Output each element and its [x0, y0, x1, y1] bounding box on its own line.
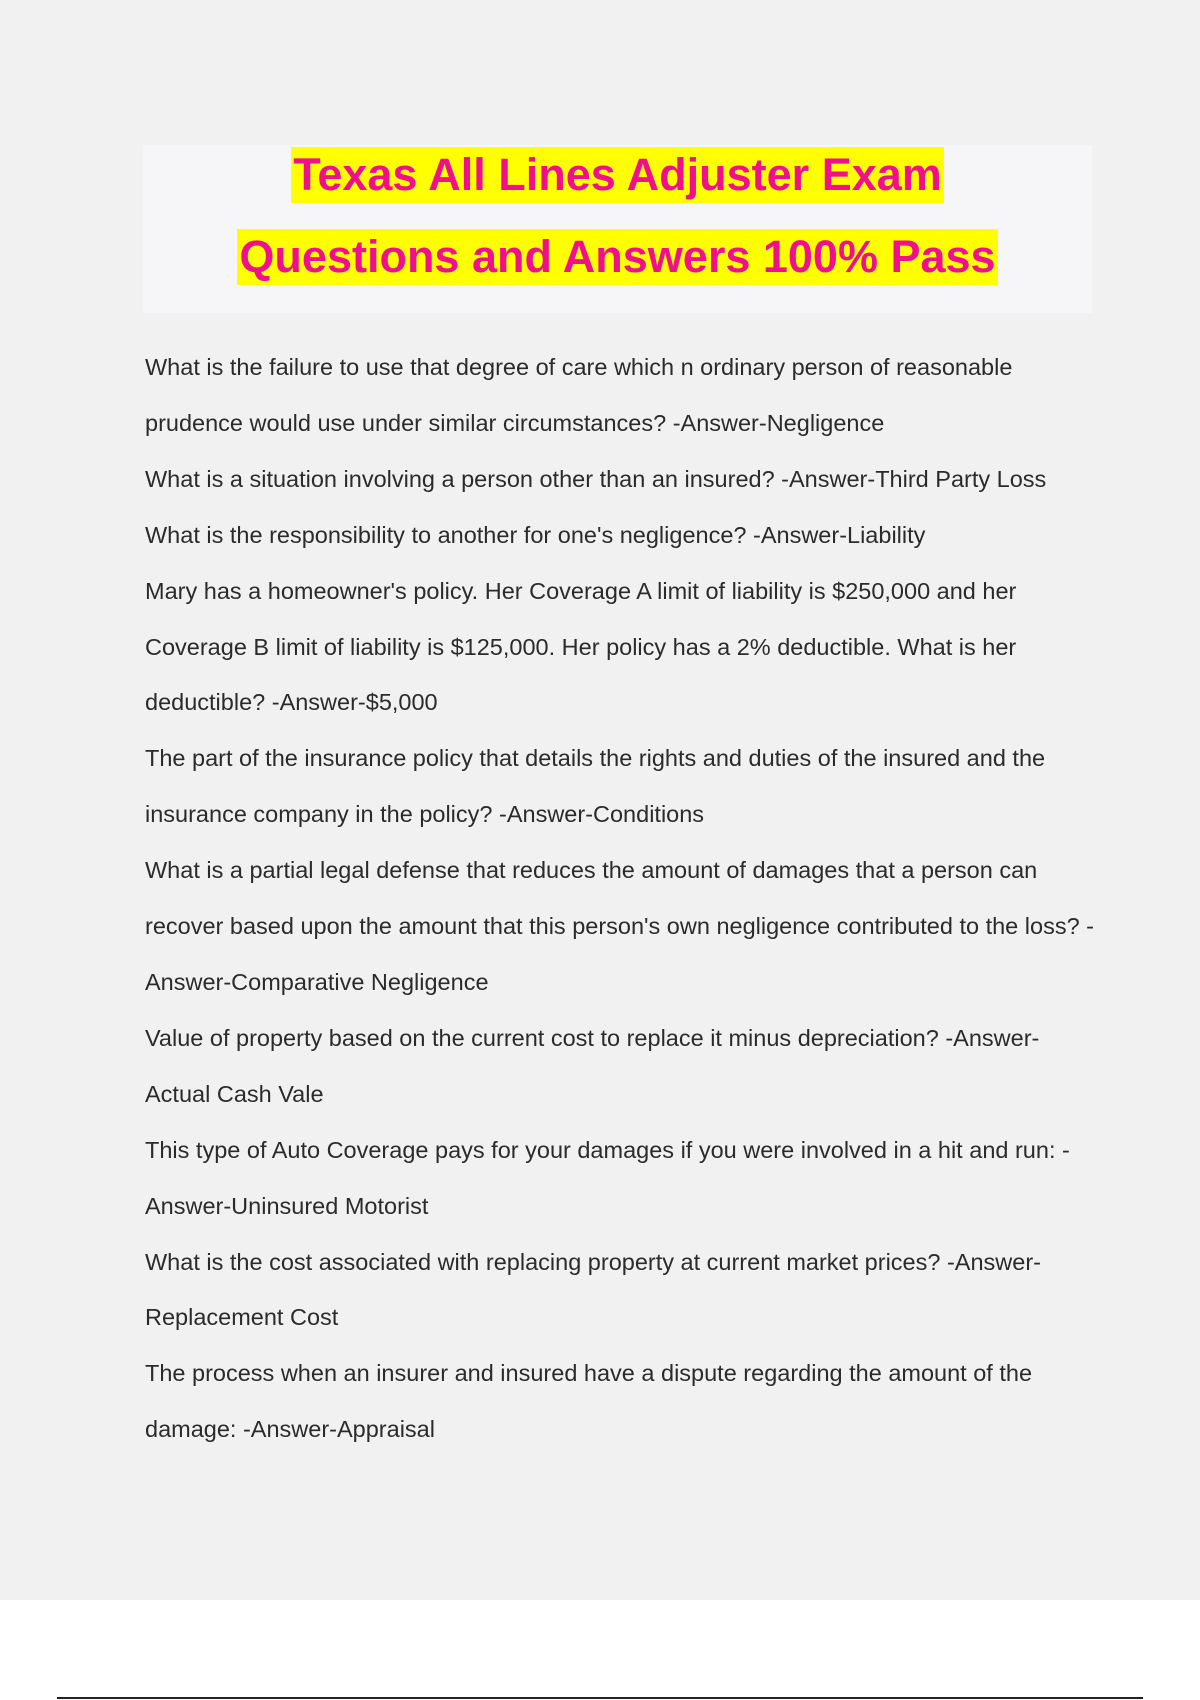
title-block — [143, 145, 1092, 313]
qa-item: What is the cost associated with replacing property at current market prices? -Answer-Replacement Cost — [145, 1248, 1041, 1331]
qa-item: What is the failure to use that degree of care which n ordinary person of reasonable prudence would use under similar circumstances? -Answer-Negligence — [145, 354, 1013, 436]
qa-item: What is a partial legal defense that reduces the amount of damages that a person can recover based upon the amount that this person's own negligence contributed to the loss? -Answer-Comparative Negligence — [145, 857, 1094, 995]
document-title-line-1: Texas All Lines Adjuster Exam — [291, 147, 944, 203]
qa-item: Value of property based on the current cost to replace it minus depreciation? -Answer-Actual Cash Vale — [145, 1024, 1040, 1107]
qa-item: What is a situation involving a person other than an insured? -Answer-Third Party Loss — [145, 465, 1047, 492]
document-title-line-2: Questions and Answers 100% Pass — [237, 229, 997, 285]
qa-item: This type of Auto Coverage pays for your damages if you were involved in a hit and run: -Answer-Uninsured Motorist — [145, 1136, 1070, 1219]
page-divider — [57, 1697, 1143, 1699]
qa-list — [145, 340, 1095, 1458]
qa-item: Mary has a homeowner's policy. Her Coverage A limit of liability is $250,000 and her Coverage B limit of liability is $125,000. Her policy has a 2% deductible. What is her deductible? -Answer-$5,000 — [145, 577, 1017, 716]
qa-item: The process when an insurer and insured have a dispute regarding the amount of the damage: -Answer-Appraisal — [145, 1360, 1033, 1443]
qa-item: What is the responsibility to another for one's negligence? -Answer-Liability — [145, 521, 926, 548]
qa-item: The part of the insurance policy that details the rights and duties of the insured and the insurance company in the policy? -Answer-Conditions — [145, 745, 1046, 828]
